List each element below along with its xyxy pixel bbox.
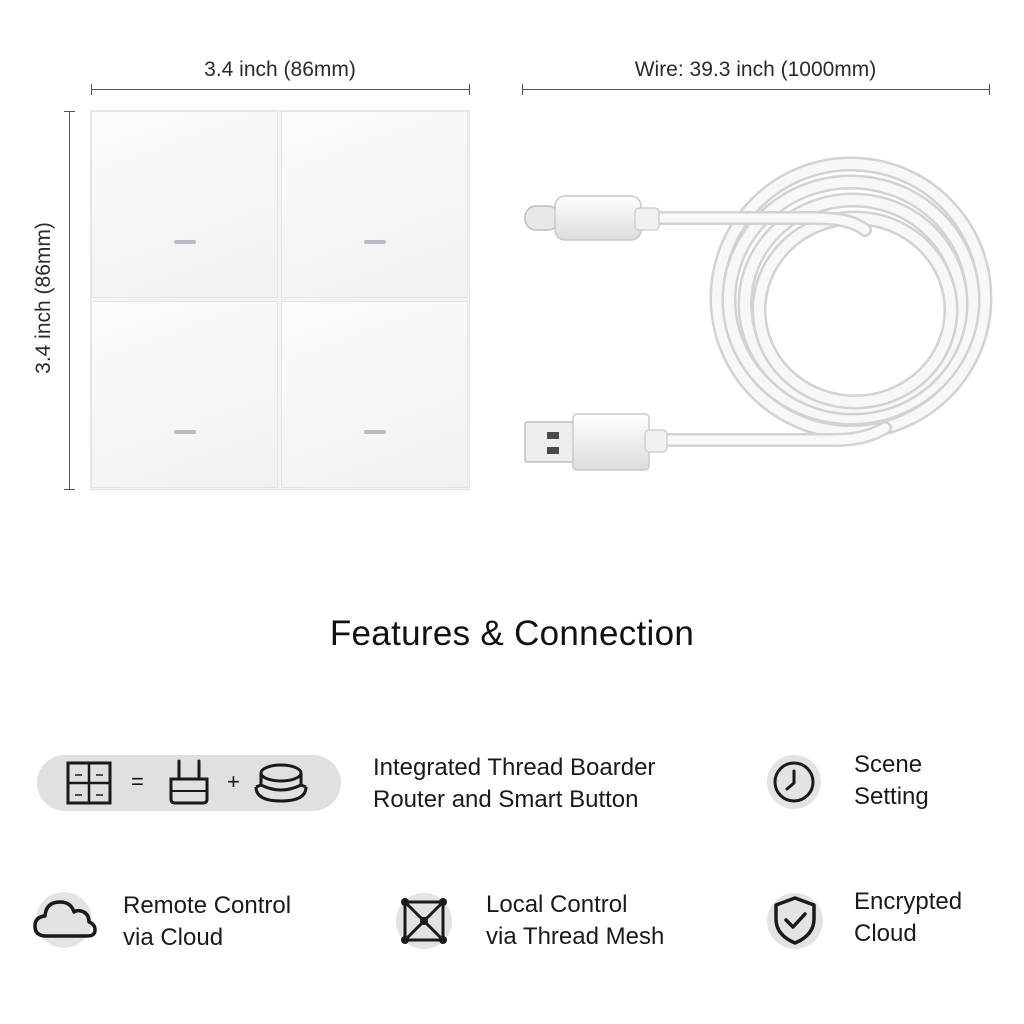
mesh-icon	[399, 896, 449, 946]
mesh-icon-badge	[396, 893, 452, 949]
panel-width-label: 3.4 inch (86mm)	[204, 58, 356, 81]
feature-line: Setting	[854, 783, 929, 810]
cloud-icon	[32, 892, 98, 946]
feature-line: Scene	[854, 751, 923, 778]
feature-thread-router-text	[373, 752, 655, 816]
feature-line: via Thread Mesh	[486, 923, 665, 950]
wire-length-label: Wire: 39.3 inch (1000mm)	[634, 58, 877, 81]
key-indicator-led	[364, 430, 386, 434]
switch-key-bottom-left[interactable]	[91, 301, 278, 488]
switch-key-bottom-right[interactable]	[281, 301, 468, 488]
router-icon	[165, 757, 213, 807]
panel-height-tick-top	[64, 111, 75, 112]
shield-icon-badge	[767, 893, 823, 949]
wire-length-tick-right	[989, 84, 990, 95]
feature-line: Remote Control	[123, 892, 292, 919]
panel-width-line	[91, 89, 469, 90]
panel-width-tick-right	[469, 84, 470, 95]
panel-height-line	[69, 111, 70, 489]
clock-icon-badge	[767, 755, 821, 809]
switch-key-top-right[interactable]	[281, 111, 468, 298]
key-indicator-led	[364, 240, 386, 244]
usb-cable-image	[515, 150, 1000, 480]
equals-sign: =	[131, 769, 144, 794]
key-indicator-led	[174, 240, 196, 244]
feature-remote-text	[123, 890, 291, 954]
feature-line: Local Control	[486, 891, 628, 918]
panel-height-label: 3.4 inch (86mm)	[32, 222, 55, 374]
feature-line: Encrypted	[854, 888, 963, 915]
plus-sign: +	[227, 769, 240, 794]
section-title: Features & Connection	[329, 614, 695, 653]
smart-button-icon	[253, 761, 309, 805]
key-indicator-led	[174, 430, 196, 434]
usb-c-connector	[525, 196, 659, 240]
clock-icon	[770, 758, 818, 806]
feature-encrypted-text	[854, 886, 962, 950]
switch-panel-icon	[65, 761, 113, 805]
feature-line: Integrated Thread Boarder	[373, 754, 656, 781]
feature-line: via Cloud	[123, 924, 224, 951]
feature-line: Router and Smart Button	[373, 786, 639, 813]
wire-length-line	[522, 89, 989, 90]
feature-line: Cloud	[854, 920, 917, 947]
feature-local-text	[486, 889, 664, 953]
wire-length-tick-left	[522, 84, 523, 95]
feature-scene-text	[854, 749, 929, 813]
cloud-icon-badge	[36, 892, 92, 948]
panel-width-tick-left	[91, 84, 92, 95]
cable-coil	[717, 164, 985, 432]
panel-height-tick-bottom	[64, 489, 75, 490]
shield-check-icon	[771, 895, 819, 947]
usb-a-connector	[525, 414, 667, 470]
combo-pill	[37, 755, 341, 811]
switch-key-top-left[interactable]	[91, 111, 278, 298]
switch-panel	[91, 111, 469, 489]
